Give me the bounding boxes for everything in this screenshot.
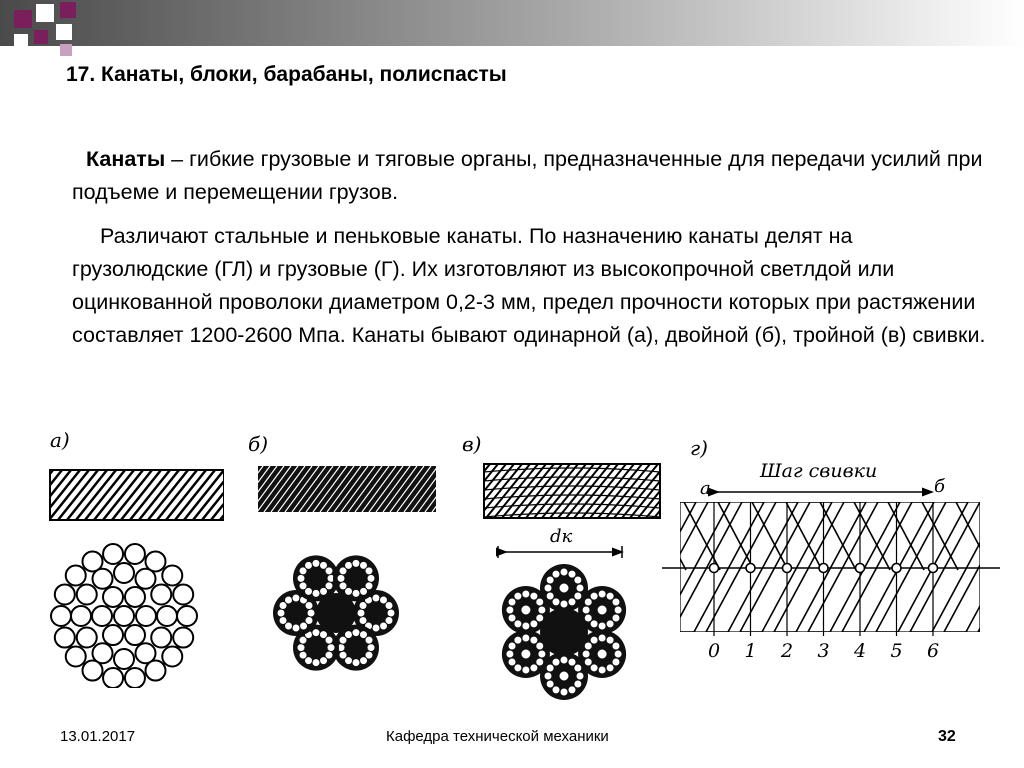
- figure-b-label: б): [248, 432, 269, 456]
- figure-a-label: а): [50, 428, 70, 452]
- figure-lay-pitch: [662, 430, 1002, 680]
- figure-g-right-marker: б: [934, 476, 945, 497]
- figure-double-lay-rope: [248, 428, 448, 688]
- figure-g-tick-label: 2: [781, 640, 794, 662]
- description-text: Различают стальные и пеньковые канаты. По назначению канаты делят на грузолюдские (ГЛ) и грузовые (Г). Их изготовляют из высокопрочной светлдой или оцинкованной проволоки диаметром 0,2-3 мм, предел прочности которых при растяжении составляет 1200-2600 Мпа. Канаты бывают одинарной (а), двойной (б), тройной (в) свивки.: [72, 224, 986, 347]
- figure-g-left-marker: а: [700, 478, 711, 499]
- slide-title: 17. Канаты, блоки, барабаны, полиспасты: [66, 63, 507, 86]
- figure-v-label: в): [462, 432, 482, 456]
- description-paragraph: [72, 220, 992, 352]
- figure-single-lay-rope: [44, 428, 224, 688]
- footer-department: Кафедра технической механики: [386, 728, 609, 745]
- definition-term: Канаты: [86, 147, 166, 171]
- definition-text: – гибкие грузовые и тяговые органы, предназначенные для передачи усилий при подъеме и перемещении грузов.: [72, 147, 983, 204]
- figure-triple-lay-rope: [462, 428, 662, 708]
- figure-g-tick-label: 4: [854, 640, 867, 662]
- figure-g-tick-label: 6: [927, 640, 940, 662]
- figure-g-tick-label: 0: [708, 640, 721, 662]
- definition-paragraph: [72, 143, 992, 209]
- figure-v-drawing: [462, 428, 662, 708]
- decorative-squares: [0, 0, 80, 60]
- figure-v-diameter-label: dк: [550, 526, 573, 547]
- page-number: 32: [938, 728, 956, 745]
- footer-date: 13.01.2017: [60, 728, 136, 745]
- figure-g-tick-label: 3: [817, 640, 830, 662]
- figure-g-tick-label: 1: [744, 640, 757, 662]
- header-gradient-bar: [0, 0, 1024, 46]
- figure-a-drawing: [44, 428, 224, 688]
- figure-b-drawing: [248, 428, 448, 688]
- figure-g-label: г): [690, 436, 708, 460]
- figure-g-pitch-label: Шаг свивки: [760, 460, 878, 482]
- figure-g-tick-label: 5: [890, 640, 903, 662]
